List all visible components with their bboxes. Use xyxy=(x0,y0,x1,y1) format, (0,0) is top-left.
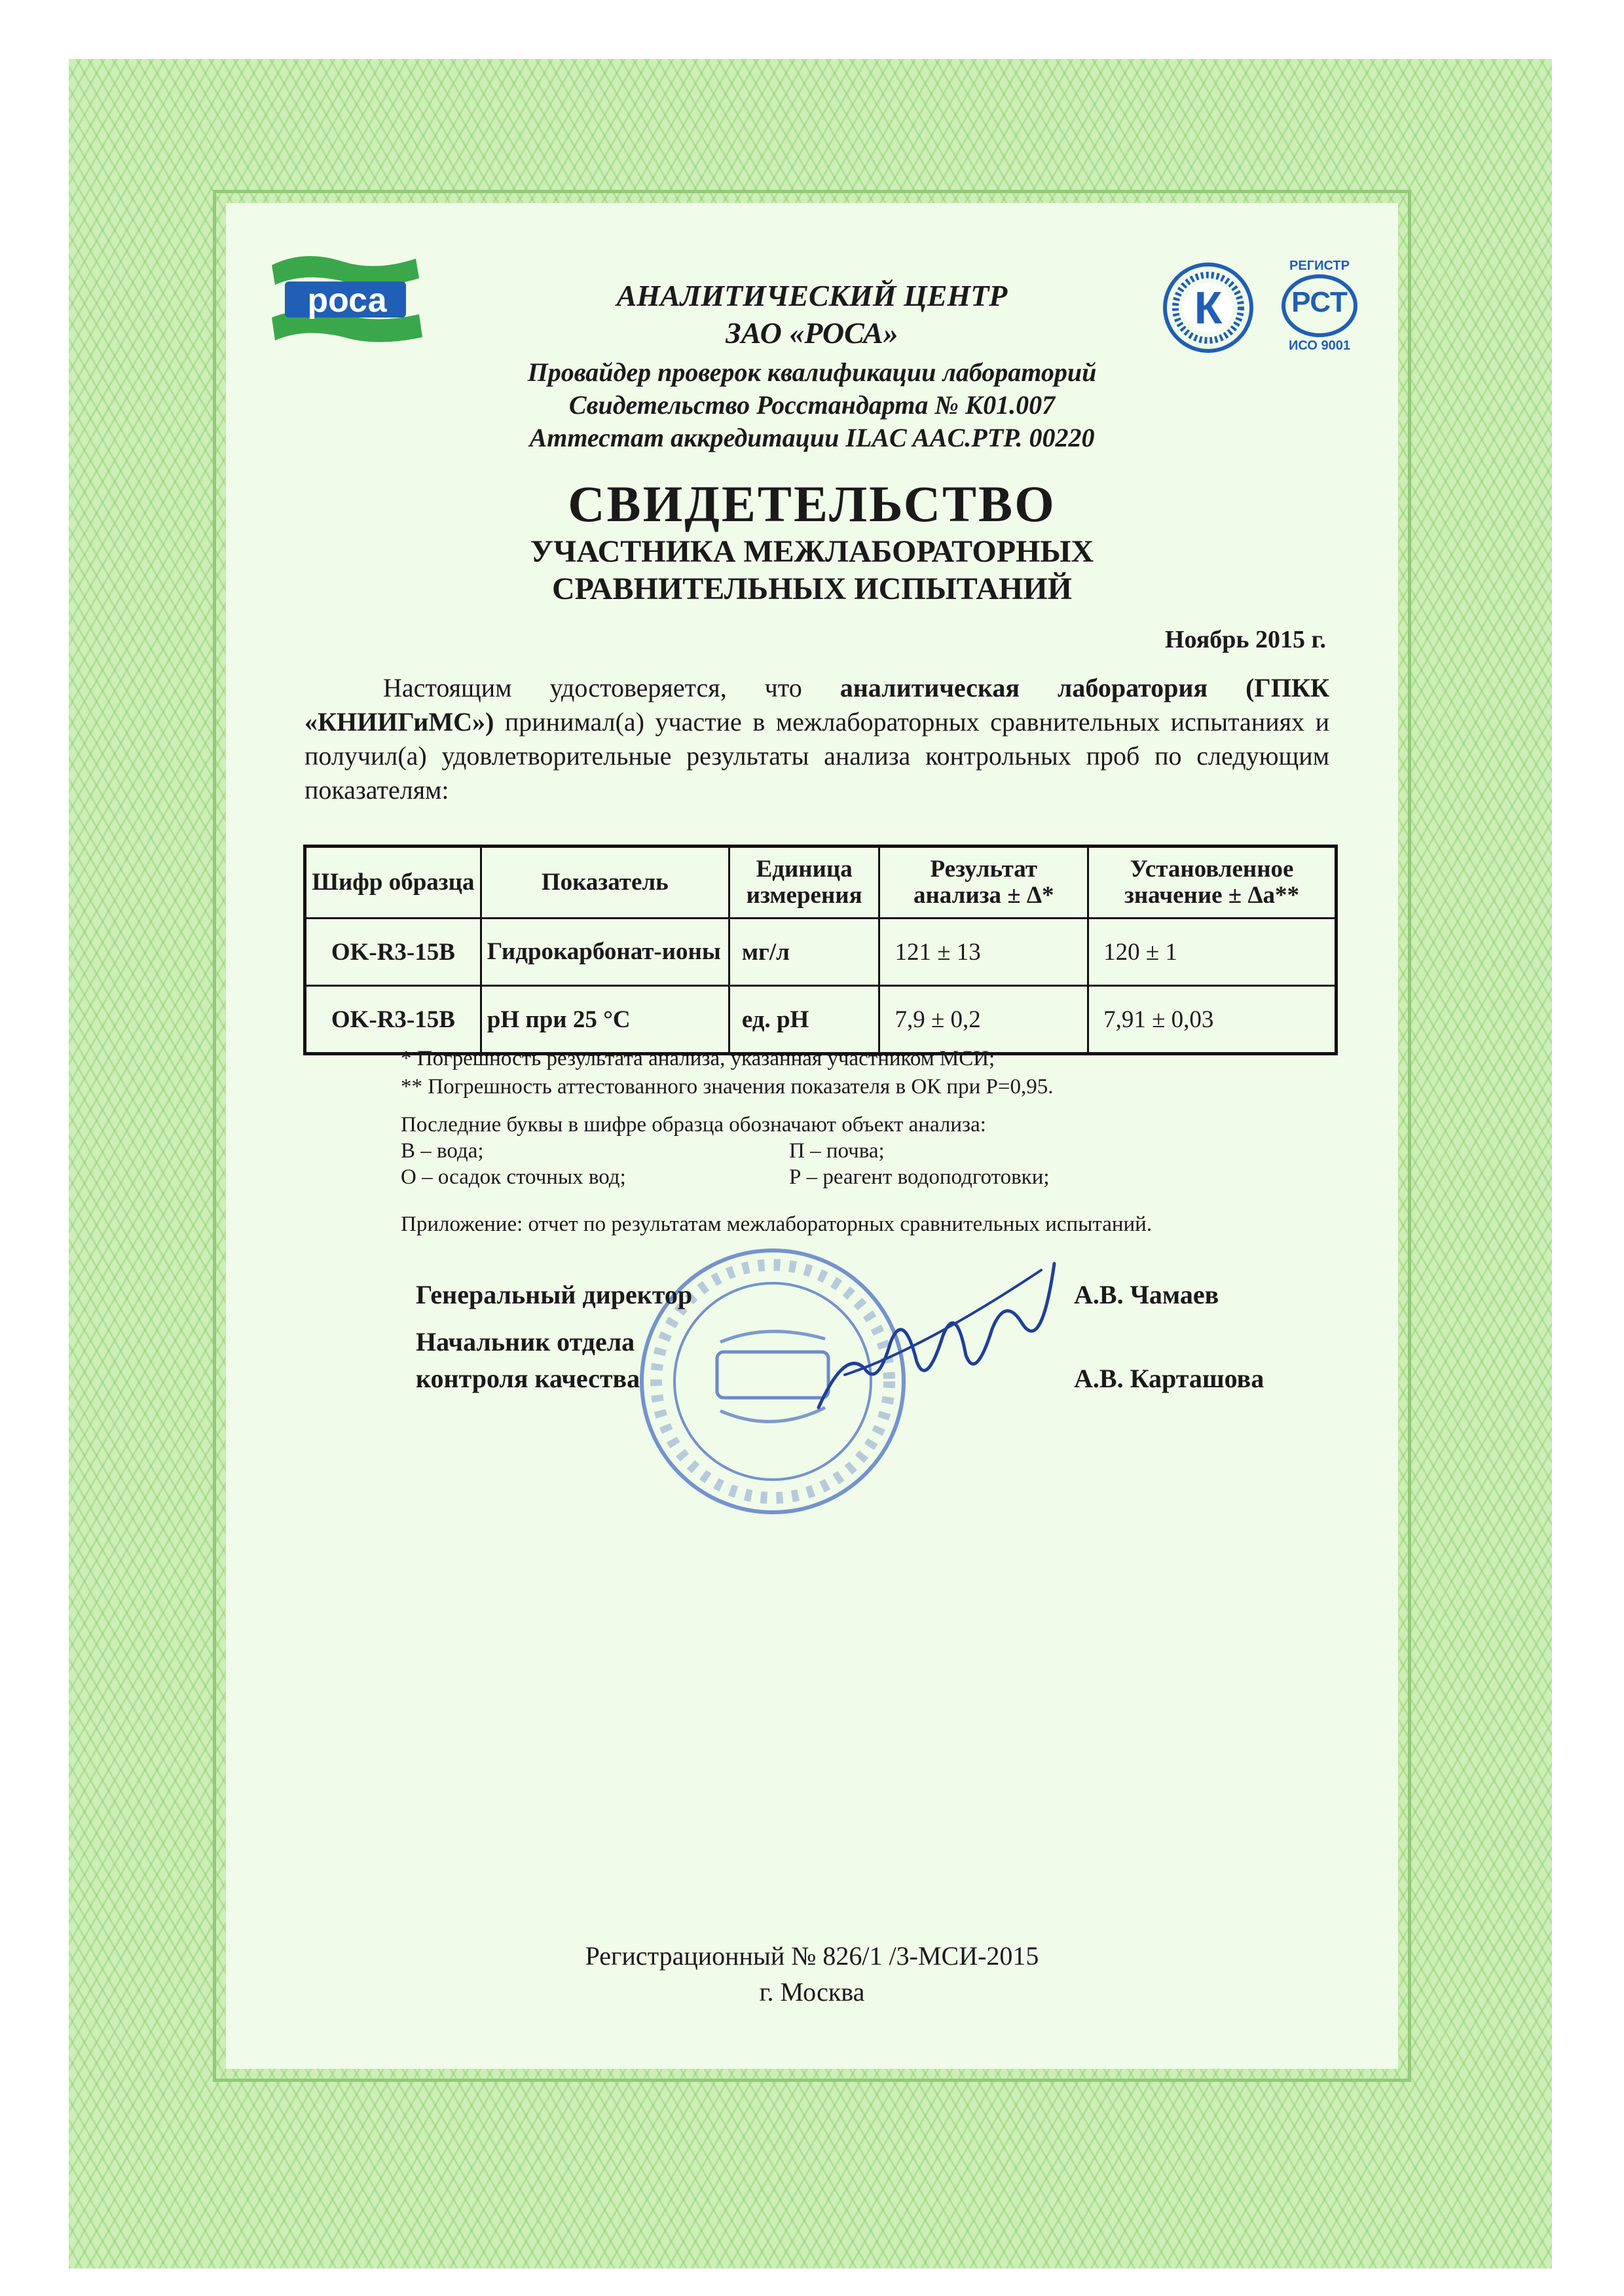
table-row xyxy=(305,919,1337,986)
body-part-2: принимал(а) участие в межлабораторных сравнительных испытаниях и получил(а) удовлетворительные результаты анализа контрольных проб по следующим показателям: xyxy=(304,707,1329,805)
director-title: Генеральный директор xyxy=(416,1280,693,1309)
col-header-reference: Установленное значение ± Δа** xyxy=(1088,847,1337,919)
cell-sample-code: OK-R3-15B xyxy=(305,986,481,1054)
cell-sample-code: OK-R3-15B xyxy=(305,919,481,986)
cell-indicator: pH при 25 °C xyxy=(481,986,729,1054)
body-part-1: Настоящим удостоверяется, что xyxy=(383,673,840,702)
iso-label: ИСО 9001 xyxy=(1289,338,1350,353)
accreditation-line: Аттестат аккредитации ILAC AAC.PTP. 00220 xyxy=(529,423,1095,452)
rst-register-logo xyxy=(1270,259,1369,357)
qc-name: А.В. Карташова xyxy=(1074,1364,1264,1393)
col-header-unit: Единица измерения xyxy=(729,847,879,919)
document-title: СВИДЕТЕЛЬСТВО xyxy=(568,475,1056,532)
letter-b: B – вода; xyxy=(401,1139,484,1163)
footnote-1: * Погрешность результата анализа, указанная участником МСИ; xyxy=(401,1047,995,1070)
cell-result: 7,9 ± 0,2 xyxy=(879,986,1088,1054)
qc-title-line-2: контроля качества xyxy=(416,1364,640,1393)
letter-r: Р – реагент водоподготовки; xyxy=(789,1165,1050,1189)
rst-text: РСТ xyxy=(1291,286,1348,318)
center-name: АНАЛИТИЧЕСКИЙ ЦЕНТР xyxy=(616,279,1008,312)
company-name: ЗАО «РОСА» xyxy=(726,316,898,350)
director-name: А.В. Чамаев xyxy=(1074,1280,1219,1309)
qc-title-line-1: Начальник отдела xyxy=(416,1327,635,1357)
letter-p: П – почва; xyxy=(789,1139,885,1163)
cell-indicator: Гидрокарбонат-ионы xyxy=(481,919,729,986)
letter-o: O – осадок сточных вод; xyxy=(401,1165,626,1189)
city: г. Москва xyxy=(759,1977,865,2007)
rosa-logo-text: роса xyxy=(307,282,387,319)
registration-number: Регистрационный № 826/1 /3-МСИ-2015 xyxy=(585,1941,1039,1971)
cell-unit: ед. pH xyxy=(729,986,879,1054)
col-header-sample-code: Шифр образца xyxy=(305,847,481,919)
appendix-note: Приложение: отчет по результатам межлабораторных сравнительных испытаний. xyxy=(401,1212,1153,1236)
issue-date: Ноябрь 2015 г. xyxy=(1164,626,1326,653)
title-line-3: СРАВНИТЕЛЬНЫХ ИСПЫТАНИЙ xyxy=(552,572,1072,606)
provider-line: Провайдер проверок квалификации лабораторий xyxy=(527,357,1097,387)
cell-result: 121 ± 13 xyxy=(879,919,1088,986)
registr-label: РЕГИСТР xyxy=(1289,259,1350,273)
quality-k-logo xyxy=(1162,262,1254,354)
cell-reference: 120 ± 1 xyxy=(1088,919,1337,986)
col-header-indicator: Показатель xyxy=(481,847,729,919)
handwritten-signature xyxy=(805,1250,1067,1421)
table-header-row xyxy=(305,847,1337,919)
lab-name: аналитическая лаборатория (ГПКК «КНИИГиМС») xyxy=(304,673,1329,737)
certificate-line: Свидетельство Росстандарта № К01.007 xyxy=(568,390,1056,420)
letters-intro: Последние буквы в шифре образца обозначают объект анализа: xyxy=(401,1113,986,1137)
title-line-2: УЧАСТНИКА МЕЖЛАБОРАТОРНЫХ xyxy=(530,534,1094,569)
results-table xyxy=(303,845,1338,1055)
certification-text xyxy=(304,671,1329,807)
table-row xyxy=(305,986,1337,1054)
cell-unit: мг/л xyxy=(729,919,879,986)
k-letter: К xyxy=(1194,282,1223,333)
rosa-logo xyxy=(265,252,429,350)
cell-reference: 7,91 ± 0,03 xyxy=(1088,986,1337,1054)
footnote-2: ** Погрешность аттестованного значения показателя в ОК при P=0,95. xyxy=(401,1075,1054,1099)
col-header-result: Результат анализа ± Δ* xyxy=(879,847,1088,919)
